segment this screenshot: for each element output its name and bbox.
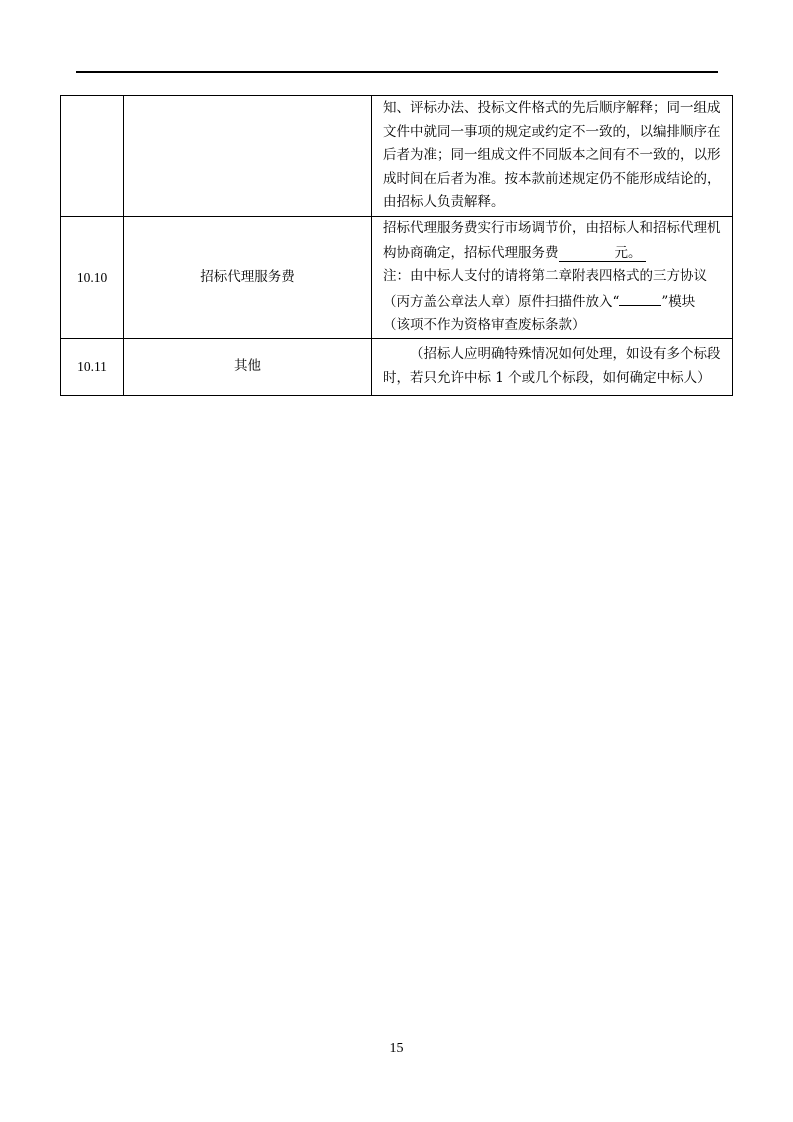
content-line: （招标人应明确特殊情况如何处理，如设有多个标段 xyxy=(410,346,721,363)
content-line: 知、评标办法、投标文件格式的先后顺序解释；同一组成 xyxy=(383,100,721,117)
fee-label: 构协商确定，招标代理服务费 xyxy=(383,244,559,261)
header-rule xyxy=(76,71,718,73)
content-line: 由招标人负责解释。 xyxy=(383,194,505,211)
clause-content-cell xyxy=(372,96,733,217)
content-line: 成时间在后者为准。按本款前述规定仍不能形成结论的， xyxy=(383,170,721,187)
content-line: （该项不作为资格审查废标条款） xyxy=(383,317,586,334)
module-label-prefix: （丙方盖公章法人章）原件扫描件放入“ xyxy=(383,293,620,310)
clause-name: 其他 xyxy=(124,338,372,395)
fee-blank xyxy=(559,245,646,262)
clause-number-cell xyxy=(61,96,124,217)
module-label-suffix: ”模块 xyxy=(661,293,696,310)
content-line xyxy=(383,289,726,315)
clause-name-cell xyxy=(124,96,372,217)
clause-content-cell xyxy=(372,217,733,339)
clause-table xyxy=(60,95,733,396)
clause-number: 10.11 xyxy=(61,338,124,395)
page-number: 15 xyxy=(389,1041,404,1056)
content-line: 注：由中标人支付的请将第二章附表四格式的三方协议 xyxy=(383,268,707,285)
table-row-10-10 xyxy=(61,217,733,339)
content-line: 文件中就同一事项的规定或约定不一致的，以编排顺序在 xyxy=(383,123,721,140)
content-line: 时，若只允许中标 1 个或几个标段，如何确定中标人） xyxy=(383,369,711,386)
clause-content-cell xyxy=(372,338,733,395)
table-row-10-11 xyxy=(61,338,733,395)
content-line: 招标代理服务费实行市场调节价，由招标人和招标代理机 xyxy=(383,220,721,236)
fee-amount-blank xyxy=(559,241,615,257)
content-line xyxy=(383,241,726,266)
content-line: 后者为准；同一组成文件不同版本之间有不一致的，以形 xyxy=(383,147,721,164)
clause-number: 10.10 xyxy=(61,217,124,339)
table-row-continued xyxy=(61,96,733,217)
fee-unit: 元。 xyxy=(614,244,642,261)
clause-name: 招标代理服务费 xyxy=(124,217,372,339)
module-name-blank xyxy=(619,289,661,306)
